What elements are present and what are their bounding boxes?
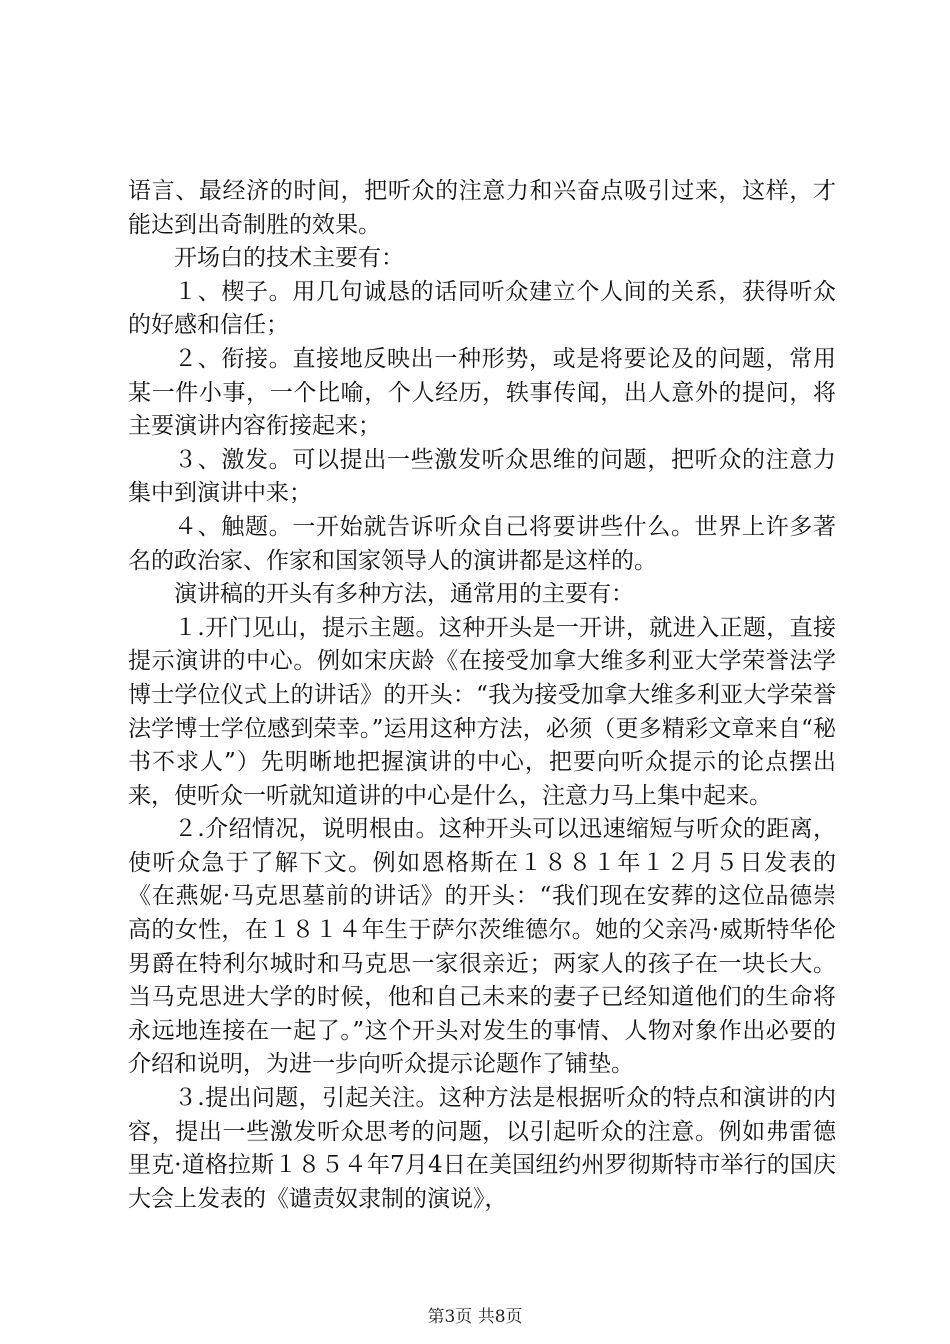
paragraph: ４、触题。一开始就告诉听众自己将要讲些什么。世界上许多著名的政治家、作家和国家领导人的演讲都是这样的。	[128, 513, 836, 574]
paragraph: ３.提出问题，引起关注。这种方法是根据听众的特点和演讲的内容，提出一些激发听众思考的问题，以引起听众的注意。例如弗雷德里克·道格拉斯１８５４年7月4日在美国纽约州罗彻斯特市举行的国庆大会上发表的《谴责奴隶制的演说》，	[128, 1085, 836, 1212]
paragraph-continuation: 语言、最经济的时间，把听众的注意力和兴奋点吸引过来，这样，才能达到出奇制胜的效果。	[128, 178, 836, 238]
paragraph: 演讲稿的开头有多种方法，通常用的主要有：	[174, 581, 634, 608]
paragraph: ３、激发。可以提出一些激发听众思维的问题，把听众的注意力集中到演讲中来；	[128, 446, 836, 507]
paragraph: ２、衔接。直接地反映出一种形势，或是将要论及的问题，常用某一件小事，一个比喻，个人经历，轶事传闻，出人意外的提问，将主要演讲内容衔接起来；	[128, 345, 836, 440]
paragraph: １.开门见山，提示主题。这种开头是一开讲，就进入正题，直接提示演讲的中心。例如宋庆龄《在接受加拿大维多利亚大学荣誉法学博士学位仪式上的讲话》的开头：“我为接受加拿大维多利亚大学荣誉法学博士学位感到荣幸。”运用这种方法，必须（更多精彩文章来自“秘书不求人”）先明晰地把握演讲的中心，把要向听众提示的论点摆出来，使听众一听就知道讲的中心是什么，注意力马上集中起来。	[128, 614, 836, 809]
page-number-footer: 第3页 共8页	[427, 1307, 523, 1327]
paragraph: 开场白的技术主要有：	[174, 245, 404, 272]
paragraph: ２.介绍情况，说明根由。这种开头可以迅速缩短与听众的距离，使听众急于了解下文。例如恩格斯在１８８１年１２月５日发表的《在燕妮·马克思墓前的讲话》的开头：“我们现在安葬的这位品德崇高的女性，在１８１４年生于萨尔茨维德尔。她的父亲冯·威斯特华伦男爵在特利尔城时和马克思一家很亲近；两家人的孩子在一块长大。当马克思进大学的时候，他和自己未来的妻子已经知道他们的生命将永远地连接在一起了。”这个开头对发生的事情、人物对象作出必要的介绍和说明，为进一步向听众提示论题作了铺垫。	[128, 816, 836, 1078]
paragraph: １、楔子。用几句诚恳的话同听众建立个人间的关系，获得听众的好感和信任；	[128, 278, 836, 339]
document-body	[128, 175, 836, 1216]
